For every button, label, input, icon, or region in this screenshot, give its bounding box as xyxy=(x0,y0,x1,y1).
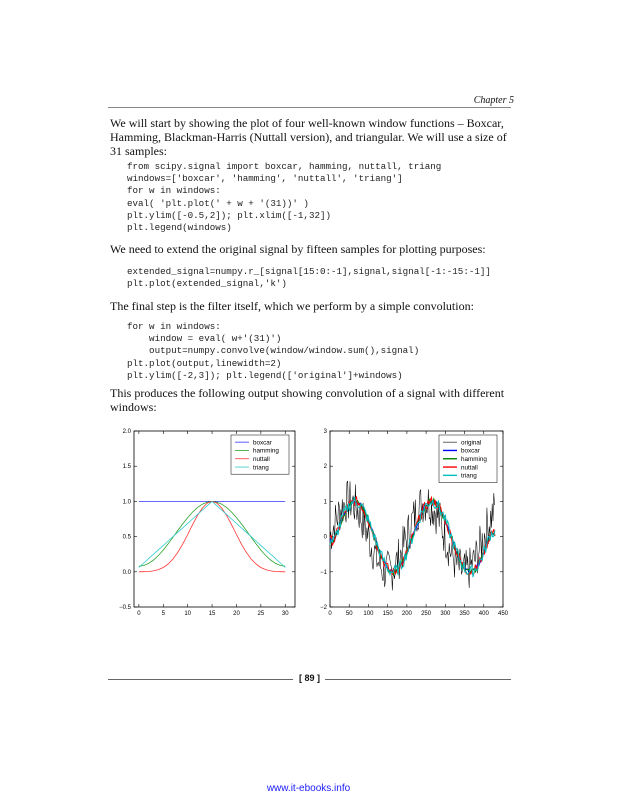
x-tick-label: 30 xyxy=(281,611,289,617)
convolution-figure xyxy=(112,426,508,622)
x-tick-label: 350 xyxy=(459,611,470,617)
legend-label-original: original xyxy=(461,439,482,447)
code-block-convolve: for w in windows: window = eval( w+'(31)') output=numpy.convolve(window/window.sum(),signal) plt.plot(output,linewidth=2) plt.ylim([-2,3]); plt.legend(['original']+windows) xyxy=(127,321,420,381)
legend-label-triang: triang xyxy=(253,464,269,472)
x-tick-label: 400 xyxy=(478,611,489,617)
x-tick-label: 0 xyxy=(137,611,141,617)
x-tick-label: 20 xyxy=(233,611,240,617)
footer-rule-right xyxy=(325,679,511,680)
legend-label-nuttall: nuttall xyxy=(253,455,270,463)
y-tick-label: −2 xyxy=(320,605,327,611)
x-tick-label: 100 xyxy=(363,611,374,617)
chart-window-functions xyxy=(119,429,295,617)
y-tick-label: −0.5 xyxy=(119,605,131,611)
x-tick-label: 10 xyxy=(184,611,192,617)
code-block-windows: from scipy.signal import boxcar, hamming, nuttall, triang windows=['boxcar', 'hamming', 'nuttall', 'triang'] for w in windows: eval( 'plt.plot(' + w + '(31))' ) plt.ylim([-0.5,2]); plt.xlim([-1,32]) plt.legend(windows) xyxy=(127,161,442,234)
x-tick-label: 0 xyxy=(328,611,332,617)
y-tick-label: 1 xyxy=(323,499,327,506)
y-tick-label: 3 xyxy=(323,429,327,435)
paragraph-intro: We will start by showing the plot of four well-known window functions – Boxcar, Hamming, Blackman-Harris (Nuttall version), and triangular. We will use a size of 31 samples: xyxy=(110,116,507,158)
x-tick-label: 50 xyxy=(345,611,353,617)
chapter-header: Chapter 5 xyxy=(473,95,514,106)
paragraph-filter: The final step is the filter itself, which we perform by a simple convolution: xyxy=(110,299,474,313)
x-tick-label: 15 xyxy=(208,611,216,617)
legend-label-hamming: hamming xyxy=(461,455,487,463)
x-tick-label: 150 xyxy=(382,611,393,617)
y-tick-label: 0.5 xyxy=(122,534,131,541)
y-tick-label: 2 xyxy=(323,464,327,471)
x-tick-label: 5 xyxy=(161,611,165,617)
y-tick-label: 1.5 xyxy=(122,464,131,471)
legend-label-triang: triang xyxy=(461,472,477,480)
y-tick-label: 2.0 xyxy=(122,429,131,435)
x-tick-label: 450 xyxy=(497,611,508,617)
legend-label-boxcar: boxcar xyxy=(461,447,480,455)
legend-label-hamming: hamming xyxy=(253,447,279,455)
y-tick-label: −1 xyxy=(320,569,327,576)
y-tick-label: 0 xyxy=(323,534,327,541)
x-tick-label: 250 xyxy=(421,611,432,617)
paragraph-extend: We need to extend the original signal by fifteen samples for plotting purposes: xyxy=(110,242,486,256)
y-tick-label: 1.0 xyxy=(122,499,131,506)
site-link[interactable]: www.it-ebooks.info xyxy=(266,783,351,794)
legend-label-boxcar: boxcar xyxy=(253,439,272,447)
header-rule xyxy=(108,107,511,108)
code-block-extend: extended_signal=numpy.r_[signal[15:0:-1],signal,signal[-1:-15:-1]] plt.plot(extended_signal,'k') xyxy=(127,266,491,290)
chart-convolution-output xyxy=(320,429,508,617)
x-tick-label: 200 xyxy=(401,611,412,617)
y-tick-label: 0.0 xyxy=(122,569,131,576)
x-tick-label: 25 xyxy=(257,611,265,617)
footer-rule-left xyxy=(108,679,293,680)
paragraph-output: This produces the following output showing convolution of a signal with different windows: xyxy=(110,386,505,414)
x-tick-label: 300 xyxy=(440,611,451,617)
page-number: [ 89 ] xyxy=(299,673,321,683)
legend-label-nuttall: nuttall xyxy=(461,464,478,472)
